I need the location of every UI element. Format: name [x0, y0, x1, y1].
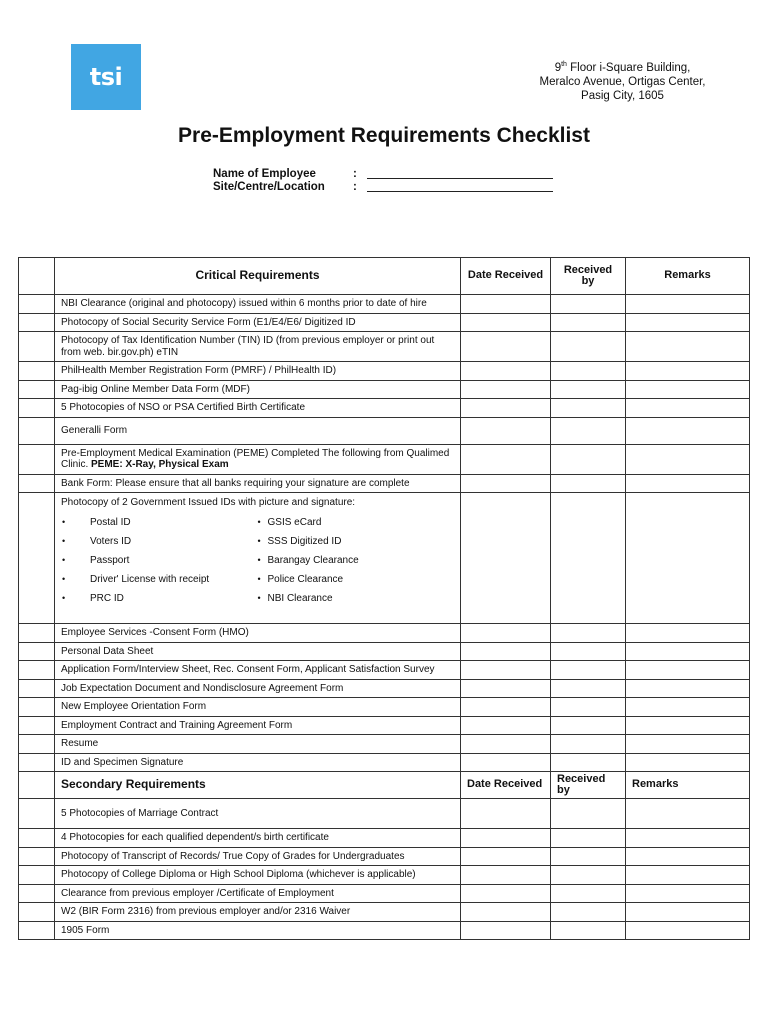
remarks-cell[interactable]	[626, 380, 750, 399]
date-received-cell[interactable]	[461, 313, 551, 332]
checkbox-cell[interactable]	[19, 847, 55, 866]
date-received-cell[interactable]	[461, 399, 551, 418]
table-row	[19, 624, 750, 643]
id-label: NBI Clearance	[267, 593, 333, 605]
id-label: Police Clearance	[267, 574, 344, 586]
remarks-cell[interactable]	[626, 444, 750, 474]
remarks-cell[interactable]	[626, 698, 750, 717]
address-building: Floor i-Square Building,	[566, 61, 691, 74]
site-location-label: Site/Centre/Location	[213, 181, 325, 193]
remarks-heading: Remarks	[626, 258, 750, 295]
remarks-cell[interactable]	[626, 474, 750, 493]
remarks-cell[interactable]	[626, 866, 750, 885]
table-row	[19, 332, 750, 362]
company-address	[520, 58, 725, 103]
table-row	[19, 884, 750, 903]
received-by-cell[interactable]	[551, 642, 626, 661]
received-by-cell[interactable]	[551, 921, 626, 940]
checkbox-cell[interactable]	[19, 698, 55, 717]
list-item	[61, 571, 258, 590]
date-received-cell[interactable]	[461, 417, 551, 444]
date-received-cell[interactable]	[461, 332, 551, 362]
requirement-label: NBI Clearance (original and photocopy) issued within 6 months prior to date of hire	[55, 295, 461, 314]
checkbox-cell[interactable]	[19, 903, 55, 922]
table-row	[19, 493, 750, 624]
table-row	[19, 753, 750, 772]
requirement-label: 5 Photocopies of Marriage Contract	[55, 799, 461, 829]
bullet-icon: •	[62, 574, 66, 585]
date-received-cell[interactable]	[461, 624, 551, 643]
address-line-2: Meralco Avenue, Ortigas Center,	[539, 75, 706, 88]
remarks-cell[interactable]	[626, 362, 750, 381]
requirement-label: ID and Specimen Signature	[55, 753, 461, 772]
checkbox-cell[interactable]	[19, 866, 55, 885]
employee-name-label: Name of Employee	[213, 168, 316, 180]
checkbox-cell[interactable]	[19, 921, 55, 940]
checkbox-cell[interactable]	[19, 313, 55, 332]
id-label: Postal ID	[90, 517, 131, 529]
received-by-cell[interactable]	[551, 295, 626, 314]
received-by-cell[interactable]	[551, 866, 626, 885]
table-row	[19, 380, 750, 399]
date-received-cell[interactable]	[461, 474, 551, 493]
list-item	[258, 571, 455, 590]
site-location-field[interactable]	[367, 181, 553, 192]
page-title: Pre-Employment Requirements Checklist	[178, 124, 590, 147]
received-by-heading: Received by	[551, 772, 626, 799]
received-by-cell[interactable]	[551, 362, 626, 381]
requirement-label: Generalli Form	[55, 417, 461, 444]
list-item	[258, 552, 455, 571]
received-by-cell[interactable]	[551, 661, 626, 680]
table-row	[19, 735, 750, 754]
remarks-cell[interactable]	[626, 735, 750, 754]
bullet-icon: •	[257, 593, 261, 604]
received-by-cell[interactable]	[551, 624, 626, 643]
received-by-cell[interactable]	[551, 332, 626, 362]
table-row	[19, 642, 750, 661]
checkbox-cell[interactable]	[19, 799, 55, 829]
remarks-cell[interactable]	[626, 829, 750, 848]
secondary-header-row	[19, 772, 750, 799]
date-received-cell[interactable]	[461, 903, 551, 922]
gov-ids-left-column	[61, 514, 258, 609]
remarks-cell[interactable]	[626, 753, 750, 772]
list-item	[61, 533, 258, 552]
date-received-cell[interactable]	[461, 884, 551, 903]
address-line-1	[520, 58, 725, 75]
requirement-label: PhilHealth Member Registration Form (PMRF) / PhilHealth ID)	[55, 362, 461, 381]
table-row	[19, 829, 750, 848]
bullet-icon: •	[257, 536, 261, 547]
checkbox-cell[interactable]	[19, 380, 55, 399]
date-received-cell[interactable]	[461, 362, 551, 381]
table-row	[19, 679, 750, 698]
gov-ids-right-column	[258, 514, 455, 609]
gov-ids-list	[61, 514, 454, 609]
critical-header-row	[19, 258, 750, 295]
requirement-label: Application Form/Interview Sheet, Rec. Consent Form, Applicant Satisfaction Survey	[55, 661, 461, 680]
remarks-cell[interactable]	[626, 847, 750, 866]
id-label: SSS Digitized ID	[267, 536, 342, 548]
requirement-label: Clearance from previous employer /Certificate of Employment	[55, 884, 461, 903]
bullet-icon: •	[62, 555, 66, 566]
checkbox-cell[interactable]	[19, 772, 55, 799]
checkbox-cell[interactable]	[19, 258, 55, 295]
requirement-label: 5 Photocopies of NSO or PSA Certified Birth Certificate	[55, 399, 461, 418]
date-received-cell[interactable]	[461, 642, 551, 661]
table-row	[19, 847, 750, 866]
peme-text: Pre-Employment Medical Examination (PEME) Completed The following from Qualimed Clinic.	[61, 447, 450, 470]
remarks-cell[interactable]	[626, 716, 750, 735]
remarks-cell[interactable]	[626, 642, 750, 661]
table-row	[19, 444, 750, 474]
checkbox-cell[interactable]	[19, 474, 55, 493]
remarks-cell[interactable]	[626, 399, 750, 418]
date-received-cell[interactable]	[461, 829, 551, 848]
checkbox-cell[interactable]	[19, 362, 55, 381]
checkbox-cell[interactable]	[19, 624, 55, 643]
remarks-cell[interactable]	[626, 884, 750, 903]
date-received-cell[interactable]	[461, 866, 551, 885]
remarks-cell[interactable]	[626, 493, 750, 624]
checkbox-cell[interactable]	[19, 661, 55, 680]
requirement-label: Personal Data Sheet	[55, 642, 461, 661]
id-label: PRC ID	[90, 593, 124, 605]
requirement-label: Resume	[55, 735, 461, 754]
received-by-cell[interactable]	[551, 799, 626, 829]
table-row	[19, 474, 750, 493]
table-row	[19, 399, 750, 418]
bullet-icon: •	[257, 517, 261, 528]
site-location-row	[213, 181, 553, 194]
date-received-heading: Date Received	[461, 772, 551, 799]
checkbox-cell[interactable]	[19, 493, 55, 624]
secondary-requirements-heading: Secondary Requirements	[55, 772, 461, 799]
requirement-label: 1905 Form	[55, 921, 461, 940]
received-by-cell[interactable]	[551, 847, 626, 866]
remarks-cell[interactable]	[626, 295, 750, 314]
requirement-label: W2 (BIR Form 2316) from previous employer and/or 2316 Waiver	[55, 903, 461, 922]
employee-name-colon: :	[353, 168, 357, 180]
received-by-cell[interactable]	[551, 753, 626, 772]
remarks-cell[interactable]	[626, 921, 750, 940]
remarks-cell[interactable]	[626, 417, 750, 444]
received-by-cell[interactable]	[551, 903, 626, 922]
date-received-cell[interactable]	[461, 799, 551, 829]
requirement-label: Employee Services -Consent Form (HMO)	[55, 624, 461, 643]
received-by-heading: Received by	[551, 258, 626, 295]
checkbox-cell[interactable]	[19, 884, 55, 903]
received-by-cell[interactable]	[551, 313, 626, 332]
list-item	[258, 533, 455, 552]
id-label: Driver' License with receipt	[90, 574, 210, 586]
id-label: Passport	[90, 555, 130, 567]
checkbox-cell[interactable]	[19, 679, 55, 698]
critical-requirements-heading: Critical Requirements	[55, 258, 461, 295]
date-received-cell[interactable]	[461, 295, 551, 314]
received-by-cell[interactable]	[551, 493, 626, 624]
requirement-label	[55, 493, 461, 624]
received-by-cell[interactable]	[551, 474, 626, 493]
date-received-cell[interactable]	[461, 493, 551, 624]
received-by-cell[interactable]	[551, 716, 626, 735]
gov-ids-intro: Photocopy of 2 Government Issued IDs with picture and signature:	[61, 497, 356, 508]
date-received-cell[interactable]	[461, 921, 551, 940]
requirement-label: 4 Photocopies for each qualified dependent/s birth certificate	[55, 829, 461, 848]
remarks-cell[interactable]	[626, 679, 750, 698]
date-received-heading: Date Received	[461, 258, 551, 295]
requirement-label: Photocopy of Tax Identification Number (TIN) ID (from previous employer or print out from web. bir.gov.ph) eTIN	[55, 332, 461, 362]
requirement-label	[55, 444, 461, 474]
remarks-cell[interactable]	[626, 313, 750, 332]
table-row	[19, 903, 750, 922]
received-by-cell[interactable]	[551, 884, 626, 903]
requirement-label: Photocopy of College Diploma or High School Diploma (whichever is applicable)	[55, 866, 461, 885]
checkbox-cell[interactable]	[19, 829, 55, 848]
received-by-cell[interactable]	[551, 380, 626, 399]
table-row	[19, 799, 750, 829]
table-row	[19, 295, 750, 314]
remarks-cell[interactable]	[626, 903, 750, 922]
table-row	[19, 362, 750, 381]
received-by-cell[interactable]	[551, 735, 626, 754]
remarks-cell[interactable]	[626, 332, 750, 362]
table-row	[19, 716, 750, 735]
bullet-icon: •	[62, 517, 66, 528]
list-item	[258, 514, 455, 533]
employee-name-field[interactable]	[367, 168, 553, 179]
requirement-label: Photocopy of Social Security Service Form (E1/E4/E6/ Digitized ID	[55, 313, 461, 332]
list-item	[61, 552, 258, 571]
site-location-colon: :	[353, 181, 357, 193]
received-by-cell[interactable]	[551, 399, 626, 418]
list-item	[61, 514, 258, 533]
date-received-cell[interactable]	[461, 661, 551, 680]
remarks-cell[interactable]	[626, 661, 750, 680]
table-row	[19, 698, 750, 717]
requirement-label: New Employee Orientation Form	[55, 698, 461, 717]
date-received-cell[interactable]	[461, 735, 551, 754]
date-received-cell[interactable]	[461, 716, 551, 735]
table-row	[19, 661, 750, 680]
id-label: Voters ID	[90, 536, 132, 548]
date-received-cell[interactable]	[461, 753, 551, 772]
remarks-cell[interactable]	[626, 799, 750, 829]
date-received-cell[interactable]	[461, 444, 551, 474]
received-by-cell[interactable]	[551, 679, 626, 698]
table-row	[19, 313, 750, 332]
requirement-label: Bank Form: Please ensure that all banks requiring your signature are complete	[55, 474, 461, 493]
table-row	[19, 866, 750, 885]
date-received-cell[interactable]	[461, 679, 551, 698]
checkbox-cell[interactable]	[19, 399, 55, 418]
address-line-3: Pasig City, 1605	[581, 89, 664, 102]
employee-name-row	[213, 168, 553, 181]
bullet-icon: •	[62, 593, 66, 604]
id-label: Barangay Clearance	[267, 555, 359, 567]
date-received-cell[interactable]	[461, 698, 551, 717]
checkbox-cell[interactable]	[19, 753, 55, 772]
table-row	[19, 921, 750, 940]
checkbox-cell[interactable]	[19, 332, 55, 362]
bullet-icon: •	[62, 536, 66, 547]
received-by-cell[interactable]	[551, 698, 626, 717]
address-floor-number: 9	[554, 61, 562, 74]
list-item	[258, 590, 455, 609]
requirement-label: Photocopy of Transcript of Records/ True Copy of Grades for Undergraduates	[55, 847, 461, 866]
checkbox-cell[interactable]	[19, 716, 55, 735]
list-item	[61, 590, 258, 609]
requirement-label: Pag-ibig Online Member Data Form (MDF)	[55, 380, 461, 399]
table-row	[19, 417, 750, 444]
checkbox-cell[interactable]	[19, 735, 55, 754]
received-by-cell[interactable]	[551, 417, 626, 444]
tsi-logo	[71, 44, 141, 110]
logo-text: tsi	[89, 63, 123, 91]
checkbox-cell[interactable]	[19, 444, 55, 474]
remarks-heading: Remarks	[626, 772, 750, 799]
requirement-label: Employment Contract and Training Agreement Form	[55, 716, 461, 735]
received-by-cell[interactable]	[551, 829, 626, 848]
date-received-cell[interactable]	[461, 847, 551, 866]
checkbox-cell[interactable]	[19, 295, 55, 314]
checkbox-cell[interactable]	[19, 642, 55, 661]
employee-info	[213, 168, 553, 194]
bullet-icon: •	[257, 574, 261, 585]
bullet-icon: •	[257, 555, 261, 566]
address-floor-suffix: th	[561, 61, 567, 68]
date-received-cell[interactable]	[461, 380, 551, 399]
id-label: GSIS eCard	[267, 517, 322, 529]
remarks-cell[interactable]	[626, 624, 750, 643]
peme-bold-text: PEME: X-Ray, Physical Exam	[91, 459, 229, 470]
requirement-label: Job Expectation Document and Nondisclosure Agreement Form	[55, 679, 461, 698]
requirements-table	[18, 257, 750, 940]
checkbox-cell[interactable]	[19, 417, 55, 444]
received-by-cell[interactable]	[551, 444, 626, 474]
